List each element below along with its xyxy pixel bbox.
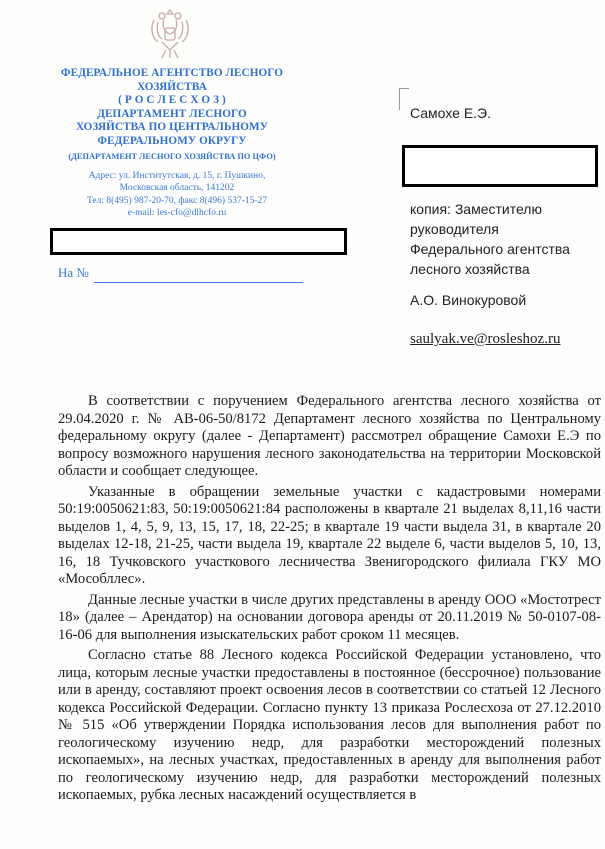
org-name-line: ДЕПАРТАМЕНТ ЛЕСНОГО <box>97 107 247 120</box>
copy-recipient <box>410 199 570 279</box>
copy-line: руководителя <box>410 221 499 237</box>
copy-line: Федерального агентства <box>410 241 570 257</box>
address-corner-mark <box>399 88 409 89</box>
org-name-line: ( Р О С Л Е С Х О З ) <box>118 94 226 107</box>
copy-line: лесного хозяйства <box>410 261 530 277</box>
body-paragraph: В соответствии с поручением Федерального агентства лесного хозяйства от 29.04.2020 г. № АВ-06-50/8172 Департамент лесного хозяйства по Центральному федеральному округу (далее - Департамент) рассмотрел обращение Самохи Е.Э по вопросу возможного нарушения лесного законодательства на территории Московской области и сообщает следующее. <box>58 393 601 479</box>
reference-underline <box>94 282 303 283</box>
redaction-box <box>402 145 598 187</box>
letterhead-contacts <box>62 170 292 220</box>
email-link[interactable]: saulyak.ve@rosleshoz.ru <box>410 331 561 347</box>
contact-line: Тел: 8(495) 987-20-70, факс 8(496) 537-15-27 <box>86 195 268 206</box>
letterhead <box>52 67 292 163</box>
letter-body <box>58 393 601 805</box>
reference-label: На № <box>58 265 89 280</box>
address-corner-mark <box>399 88 400 110</box>
body-paragraph: Указанные в обращении земельные участки с кадастровыми номерами 50:19:0050621:83, 50:19:0050621:84 расположены в квартале 21 выделах 8,11,16 части выделов 1, 4, 5, 9, 13, 15, 17, 18, 22-25; в квартале 19 части выдела 31, в квартале 20 выделах 12-18, 21-25, части выдела 19, квартале 22 выделе 6, части выделов 5, 10, 13, 16, 18 Тучковского участкового лесничества Звенигородского филиала ГКУ МО «Мособллес». <box>58 483 601 587</box>
org-name-line: ХОЗЯЙСТВА <box>137 80 207 93</box>
recipient-name: Самохе Е.Э. <box>410 105 492 121</box>
body-paragraph: Данные лесные участки в числе других представлены в аренду ООО «Мостотрест 18» (далее – Арендатор) на основании договора аренды от 20.11.2019 № 50-0107-08-16-06 для выполнения изыскательских работ сроком 11 месяцев. <box>58 591 601 643</box>
copy-recipient-name: А.О. Винокуровой <box>410 292 527 308</box>
body-paragraph: Согласно статье 88 Лесного кодекса Российской Федерации установлено, что лица, которым лесные участки предоставлены в постоянное (бессрочное) пользование или в аренду, составляют проект освоения лесов в соответствии со статьей 12 Лесного кодекса Российской Федерации. Согласно пункту 13 приказа Рослесхоза от 27.12.2010 № 515 «Об утверждении Порядка использования лесов для выполнения работ по геологическому изучению недр, для разработки месторождений полезных ископаемых», на лесных участках, предоставленных в аренду для выполнения работ по геологическому изучению недр, для разработки месторождений полезных ископаемых, рубка лесных насаждений осуществляется в <box>58 647 601 803</box>
redaction-box <box>50 228 347 255</box>
org-name-line: ХОЗЯЙСТВА ПО ЦЕНТРАЛЬНОМУ <box>75 121 269 134</box>
org-name-line: ФЕДЕРАЛЬНОМУ ОКРУГУ <box>97 134 247 147</box>
org-name-line: ФЕДЕРАЛЬНОЕ АГЕНТСТВО ЛЕСНОГО <box>60 67 284 79</box>
org-abbreviation: (ДЕПАРТАМЕНТ ЛЕСНОГО ХОЗЯЙСТВА ПО ЦФО) <box>68 151 276 161</box>
copy-line: копия: Заместителю <box>410 201 542 217</box>
contact-line: Адрес: ул. Институтская, д. 15, г. Пушкино, <box>88 171 266 181</box>
contact-line: e-mail: les-cfo@dlhcfo.ru <box>127 208 227 219</box>
contact-line: Московская область, 141202 <box>119 183 235 194</box>
state-emblem-icon <box>148 6 192 60</box>
